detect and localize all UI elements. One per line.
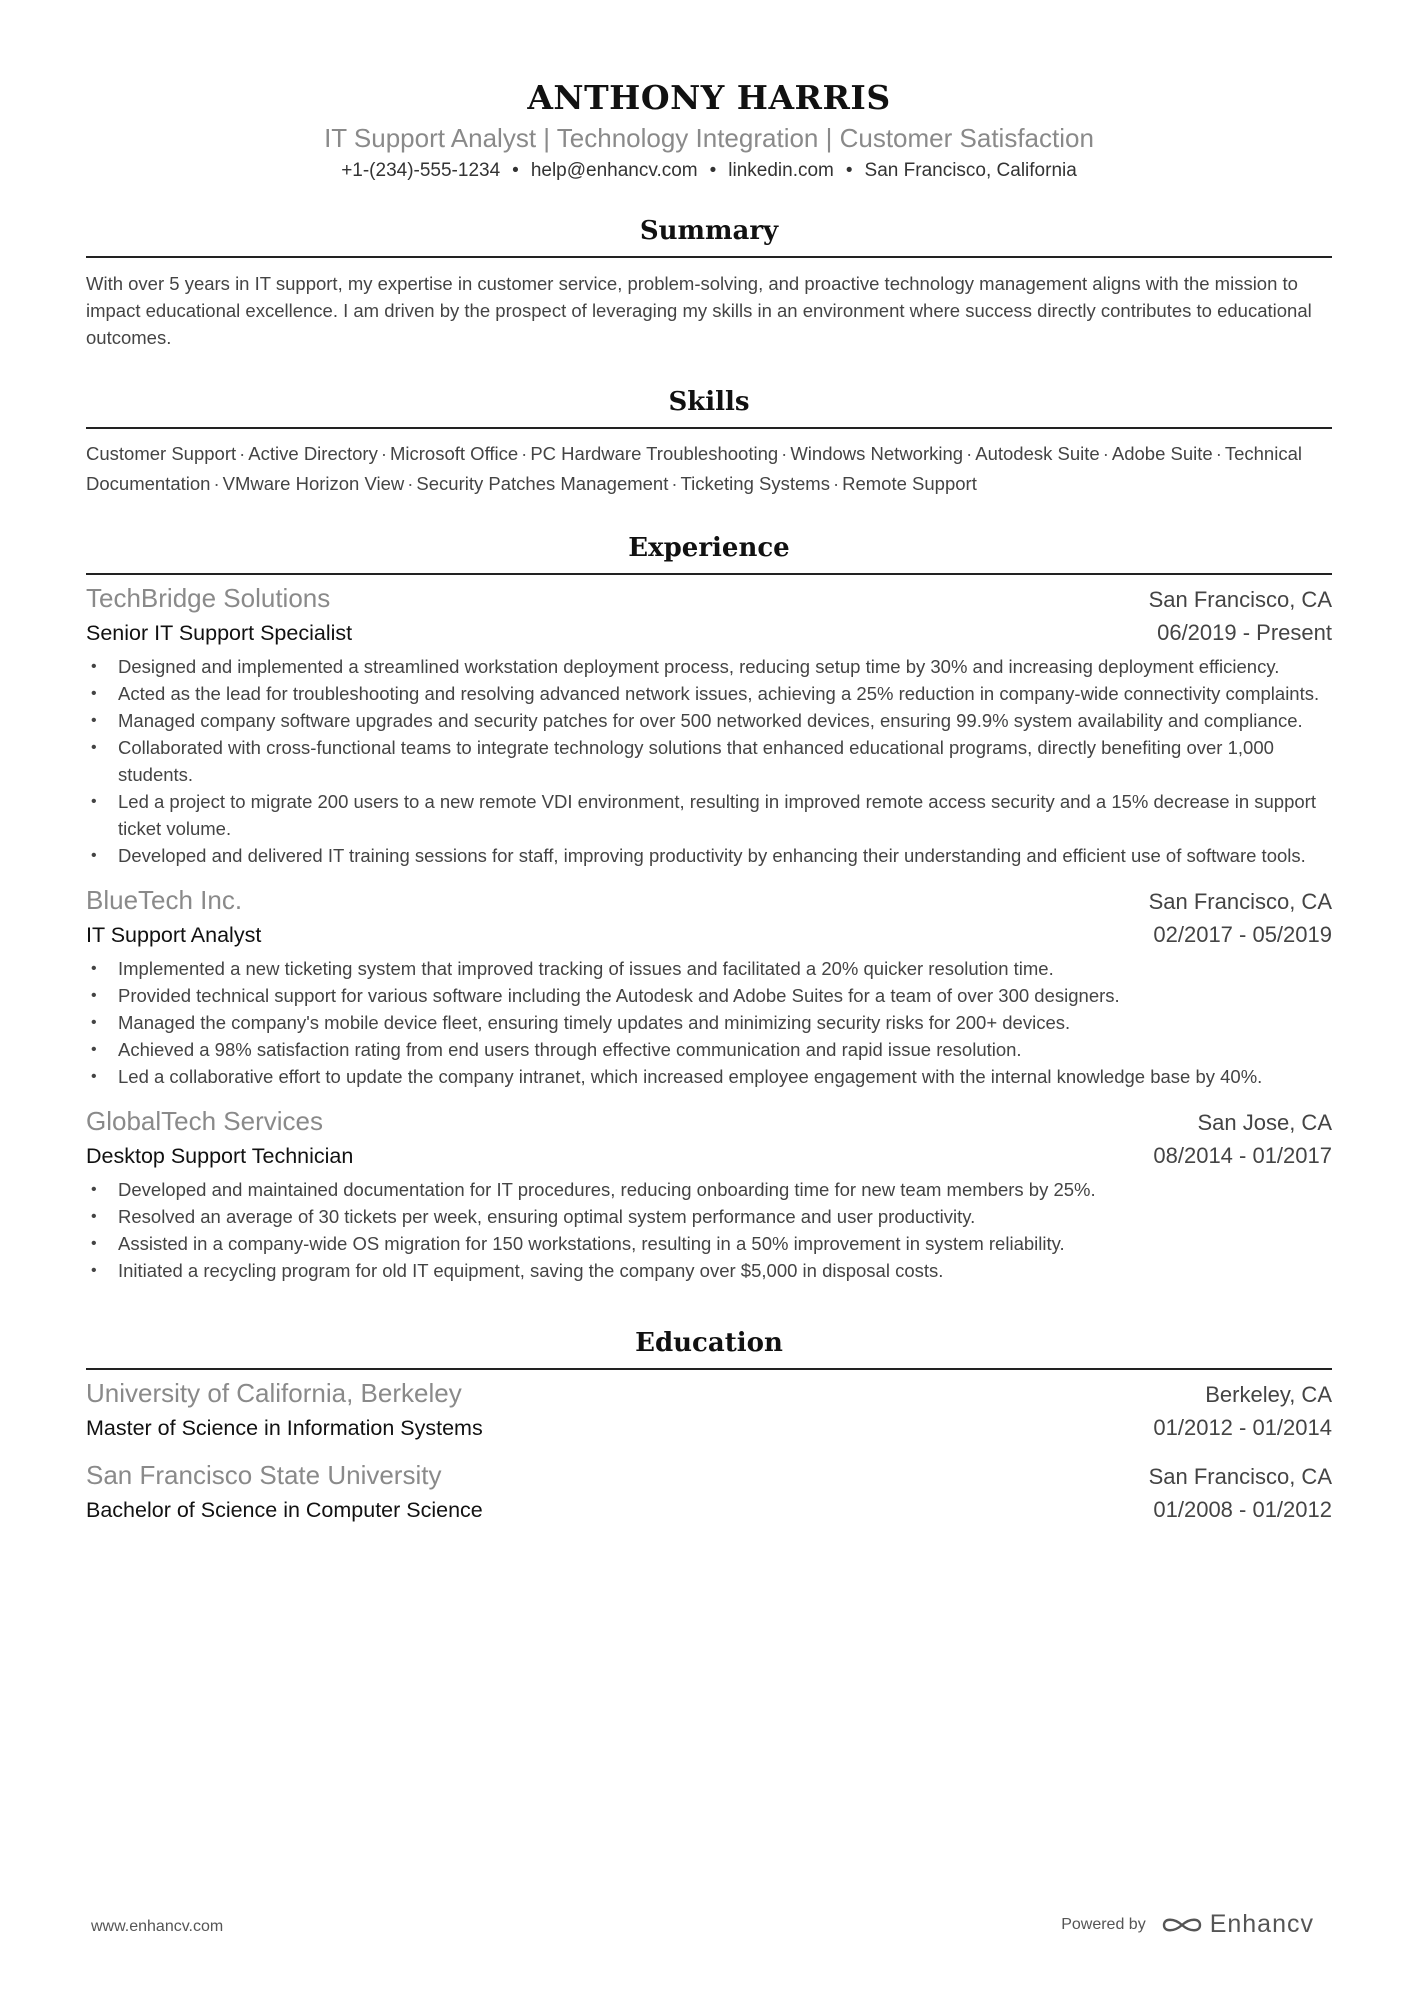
achievement-item: • Acted as the lead for troubleshooting and resolving advanced network issues, achieving a 25% reduction in company-wide connectivity complaints. [86,680,1332,707]
skill-separator: · [239,443,246,464]
job-title: IT Support Analyst [86,923,262,947]
footer-branding [1061,1910,1314,1939]
skill-item: Autodesk Suite [975,443,1100,464]
skill-separator: · [380,443,387,464]
entry-header-row [86,1376,1332,1412]
experience-section [86,531,1332,1284]
school-name: University of California, Berkeley [86,1378,462,1408]
summary-text: With over 5 years in IT support, my expertise in customer service, problem-solving, and proactive technology management aligns with the mission to impact educational excellence. I am driven by the prospect of leveraging my skills in an environment where success directly contributes to educational outcomes. [86,273,1312,348]
skills-list [86,439,1332,499]
achievement-item: • Implemented a new ticketing system that improved tracking of issues and facilitated a 20% quicker resolution time. [86,955,1332,982]
achievement-list [86,1176,1332,1284]
job-dates: 08/2014 - 01/2017 [1153,1143,1332,1168]
entry-header-row [86,581,1332,617]
education-section [86,1326,1332,1526]
job-location: San Francisco, CA [1148,587,1332,612]
achievement-item: • Managed the company's mobile device fleet, ensuring timely updates and minimizing security risks for 200+ devices. [86,1009,1332,1036]
separator-dot: • [845,160,853,181]
summary-title: Summary [86,214,1332,258]
entry-header-row [86,1104,1332,1140]
achievement-item: • Provided technical support for various software including the Autodesk and Adobe Suites for a team of over 300 designers. [86,982,1332,1009]
skill-separator: · [832,473,840,494]
achievement-item: • Resolved an average of 30 tickets per week, ensuring optimal system performance and user productivity. [86,1203,1332,1230]
footer-website[interactable]: www.enhancv.com [91,1918,224,1935]
skill-item: Remote Support [842,473,977,494]
achievement-item: • Assisted in a company-wide OS migration for 150 workstations, resulting in a 50% improvement in system reliability. [86,1230,1332,1257]
education-entry [86,1376,1332,1444]
achievement-item: • Managed company software upgrades and security patches for over 500 networked devices, ensuring 99.9% system availability and compliance. [86,707,1332,734]
achievement-list [86,653,1332,869]
skill-separator: · [1215,443,1222,464]
experience-entry [86,883,1332,1090]
skill-separator: · [521,443,528,464]
entry-subheader-row [86,617,1332,649]
experience-entry [86,1104,1332,1284]
degree-name: Bachelor of Science in Computer Science [86,1498,483,1522]
experience-title: Experience [86,531,1332,575]
candidate-name: ANTHONY HARRIS [527,78,891,117]
school-location: San Francisco, CA [1148,1464,1332,1489]
candidate-tagline: IT Support Analyst | Technology Integration | Customer Satisfaction [324,123,1094,153]
company-name: TechBridge Solutions [86,583,331,613]
contact-phone: +1-(234)-555-1234 [341,160,501,181]
job-title: Senior IT Support Specialist [86,621,353,645]
achievement-item: • Developed and delivered IT training sessions for staff, improving productivity by enhancing their understanding and efficient use of software tools. [86,842,1332,869]
achievement-list [86,955,1332,1090]
brand-name: Enhancv [1209,1910,1314,1938]
separator-dot: • [512,160,519,181]
entry-subheader-row [86,1494,1332,1526]
skill-item: Microsoft Office [390,443,519,464]
entry-subheader-row [86,1412,1332,1444]
entry-header-row [86,1458,1332,1494]
education-title: Education [86,1326,1332,1370]
resume-header [86,0,1332,184]
skill-item: Security Patches Management [416,473,669,494]
job-title: Desktop Support Technician [86,1144,354,1168]
achievement-item: • Achieved a 98% satisfaction rating from end users through effective communication and rapid issue resolution. [86,1036,1332,1063]
skill-separator: · [213,473,220,494]
job-location: San Jose, CA [1197,1110,1332,1135]
skill-item: Windows Networking [790,443,964,464]
achievement-item: • Led a project to migrate 200 users to a new remote VDI environment, resulting in improved remote access security and a 15% decrease in support ticket volume. [86,788,1332,842]
school-location: Berkeley, CA [1205,1382,1332,1407]
entry-header-row [86,883,1332,919]
contact-location: San Francisco, California [864,160,1077,181]
skills-title: Skills [86,385,1332,429]
contact-linkedin: linkedin.com [728,160,834,181]
skill-item: Customer Support [86,443,237,464]
education-dates: 01/2012 - 01/2014 [1153,1415,1332,1440]
degree-name: Master of Science in Information Systems [86,1416,483,1440]
contact-email: help@enhancv.com [530,160,698,181]
skills-section [86,385,1332,499]
entry-subheader-row [86,1140,1332,1172]
entry-subheader-row [86,919,1332,951]
powered-by-label: Powered by [1061,1915,1146,1933]
skill-item: VMware Horizon View [222,473,405,494]
job-location: San Francisco, CA [1148,889,1332,914]
education-dates: 01/2008 - 01/2012 [1153,1497,1332,1522]
skill-item: Adobe Suite [1111,443,1213,464]
skill-separator: · [407,473,414,494]
education-entry [86,1458,1332,1526]
skill-separator: · [781,443,788,464]
infinity-logo-icon [1160,1914,1204,1936]
separator-dot: • [709,160,717,181]
school-name: San Francisco State University [86,1460,442,1490]
summary-section [86,214,1332,351]
skill-separator: · [966,443,973,464]
brand-logo[interactable] [1160,1910,1314,1939]
company-name: BlueTech Inc. [86,885,243,915]
contact-line [86,158,1332,184]
experience-entry [86,581,1332,869]
skill-item: Technical Documentation [86,443,1302,494]
achievement-item: • Developed and maintained documentation for IT procedures, reducing onboarding time for new team members by 25%. [86,1176,1332,1203]
job-dates: 06/2019 - Present [1157,620,1332,645]
achievement-item: • Designed and implemented a streamlined workstation deployment process, reducing setup time by 30% and increasing deployment efficiency. [86,653,1332,680]
skill-item: Ticketing Systems [680,473,830,494]
skill-item: Active Directory [248,443,378,464]
skill-separator: · [671,473,678,494]
achievement-item: • Led a collaborative effort to update the company intranet, which increased employee engagement with the internal knowledge base by 40%. [86,1063,1332,1090]
education-list [86,1376,1332,1526]
skill-item: PC Hardware Troubleshooting [530,443,779,464]
job-dates: 02/2017 - 05/2019 [1153,922,1332,947]
achievement-item: • Collaborated with cross-functional teams to integrate technology solutions that enhanced educational programs, directly benefiting over 1,000 students. [86,734,1332,788]
company-name: GlobalTech Services [86,1106,323,1136]
achievement-item: • Initiated a recycling program for old IT equipment, saving the company over $5,000 in disposal costs. [86,1257,1332,1284]
resume-page [86,0,1332,1526]
skill-separator: · [1102,443,1109,464]
experience-list [86,581,1332,1284]
